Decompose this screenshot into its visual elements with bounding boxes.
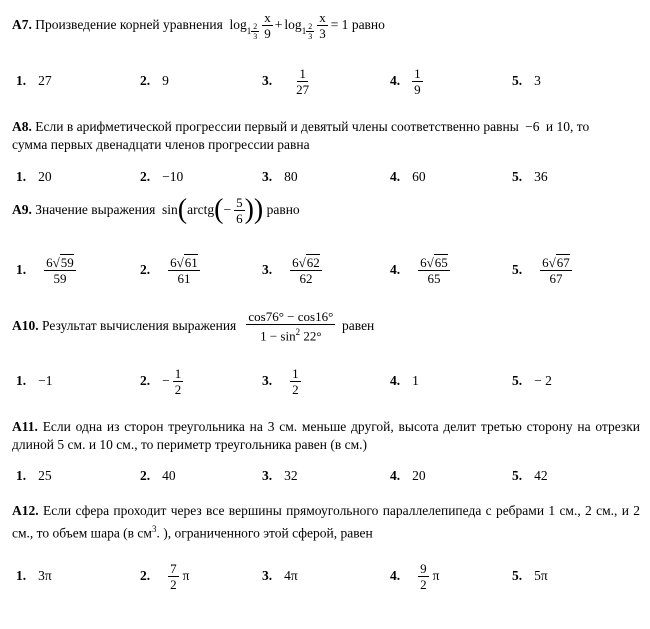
question-a10 — [12, 306, 374, 346]
option-1[interactable]: 1. 20 — [16, 169, 52, 184]
option-4[interactable]: 4. $\frac{6√65}{65}$ — [390, 254, 448, 286]
paren-close: ) — [244, 194, 254, 225]
question-tail: равно — [266, 202, 300, 217]
option-1[interactable]: 1. 27 — [16, 73, 52, 88]
question-text: Если одна из сторон треугольника на 3 см. меньше другой, высота делит третью сторону на отрезки длиной 5 см. и 10 см., то периметр треугольника равен (в см.) — [12, 419, 641, 452]
option-4[interactable]: 4. 1 — [390, 373, 419, 388]
question-a7 — [12, 8, 385, 42]
option-1[interactable]: 1. −1 — [16, 373, 53, 388]
question-label: A8. — [12, 119, 32, 134]
option-5[interactable]: 5. $\frac{6√67}{67}$ — [512, 254, 570, 286]
options-a11 — [0, 456, 650, 496]
option-2[interactable]: 2. 40 — [140, 468, 176, 483]
question-text: Произведение корней уравнения — [35, 17, 223, 32]
option-3[interactable]: 3. 80 — [262, 169, 298, 184]
option-1[interactable]: 1. 3π — [16, 568, 52, 583]
options-a7 — [0, 61, 650, 101]
option-4[interactable]: 4. $\frac{9}{2}$ π — [390, 560, 440, 592]
option-4[interactable]: 4. $\frac{1}{9}$ — [390, 65, 421, 97]
option-5[interactable]: 5. 36 — [512, 169, 548, 184]
option-5[interactable]: 5. − 2 — [512, 373, 552, 388]
question-a12: A12. Если сфера проходит через все вершины прямоугольного параллелепипеда с ребрами 1 см., 2 см., и 2 см., то объем шара (в $см^3$. ), ограниченного этой сферой, равен — [12, 503, 640, 541]
question-label: A12. — [12, 503, 39, 518]
option-4[interactable]: 4. 20 — [390, 468, 426, 483]
question-label: A9. — [12, 202, 32, 217]
question-tail: равно — [351, 17, 385, 32]
option-5[interactable]: 5. 42 — [512, 468, 548, 483]
option-2[interactable]: 2. $\frac{7}{2}$ π — [140, 560, 190, 592]
paren-close: ) — [253, 194, 264, 225]
question-label: A11. — [12, 419, 38, 434]
option-3[interactable]: 3. $\frac{1}{2}$ — [262, 365, 299, 397]
paren-open: ( — [214, 194, 224, 225]
option-3[interactable]: 3. $\frac{6√62}{62}$ — [262, 254, 320, 286]
equation: log 1 $\frac{2}{3}$ $\frac{x}{9}$ + log 1 $\frac{2}{3}$ $\frac{x}{3}$ = 1 — [229, 9, 349, 41]
question-text: Результат вычисления выражения — [42, 318, 237, 333]
expression: sin ( arctg ( − $\frac{5}{6}$ ) ) — [162, 194, 264, 226]
options-a9 — [0, 250, 650, 290]
option-1[interactable]: 1. 25 — [16, 468, 52, 483]
option-5[interactable]: 5. 5π — [512, 568, 548, 583]
option-1[interactable]: 1. $\frac{6√59}{59}$ — [16, 254, 74, 286]
option-3[interactable]: 3. 4π — [262, 568, 298, 583]
paren-open: ( — [177, 194, 188, 225]
option-2[interactable]: 2. 9 — [140, 73, 169, 88]
option-3[interactable]: 3. 32 — [262, 468, 298, 483]
question-label: A10. — [12, 318, 39, 333]
options-a12 — [0, 556, 650, 596]
options-a10 — [0, 361, 650, 401]
expression: $\frac{\cos 76^\circ - \cos 16^\circ}{1 - \sin^2 22^\circ}$ — [248, 308, 334, 344]
question-a8: A8. Если в арифметической прогрессии первый и девятый члены соответственно равны −6 и 10, то сумма первых двенадцати членов прогрессии равна — [12, 119, 590, 152]
option-2[interactable]: 2. − $\frac{1}{2}$ — [140, 365, 182, 397]
option-4[interactable]: 4. 60 — [390, 169, 426, 184]
question-a9 — [12, 190, 300, 230]
option-2[interactable]: 2. −10 — [140, 169, 184, 184]
option-3[interactable]: 3. $\frac{1}{27}$ — [262, 65, 310, 97]
question-tail: равен — [342, 318, 375, 333]
question-text: Значение выражения — [35, 202, 156, 217]
question-label: A7. — [12, 17, 32, 32]
option-5[interactable]: 5. 3 — [512, 73, 541, 88]
option-2[interactable]: 2. $\frac{6√61}{61}$ — [140, 254, 198, 286]
question-a11 — [12, 418, 640, 454]
